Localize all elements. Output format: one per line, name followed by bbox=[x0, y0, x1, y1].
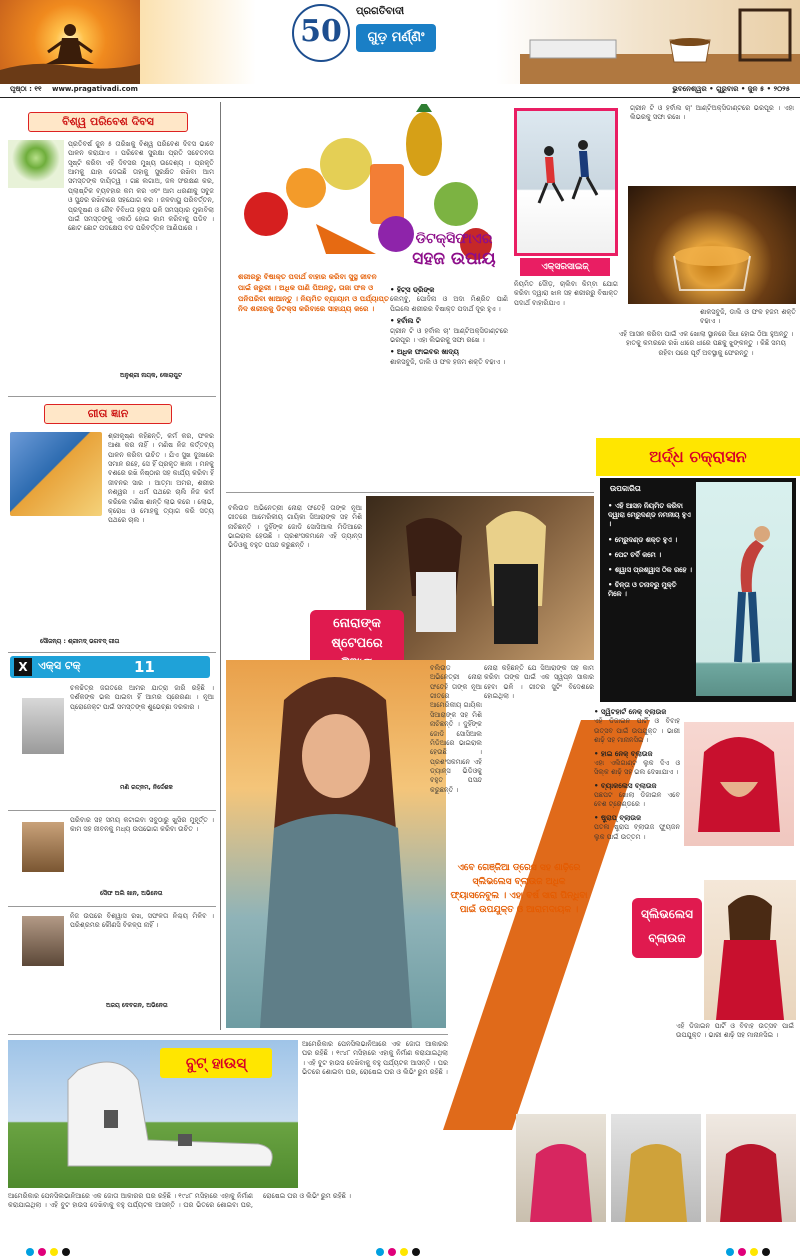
yoga-silhouette-icon bbox=[0, 0, 140, 84]
sleeveless-intro: ଏବେ ଗେଞ୍ଜିଆ ଡ୍ରେସ ସହ ଶାଢ଼ିରେ ସ୍ଲିଭଲେସ ବ୍ଲାଉଜ ଅଧିକ ଫ୍ୟାସନେବୁଲ । ଏହା ବର୍ଷ ସାରା ପିନ୍ଧିବା ପାଇଁ ଉପଯୁକ୍ତ ଓ ଆରାମଦାୟକ । bbox=[450, 863, 588, 915]
environment-day-heading: ବିଶ୍ୱ ପରିବେଶ ଦିବସ bbox=[28, 112, 188, 132]
environment-day-byline: ଅନୁଶ୍ରୀ ନାୟକ, କୋରାପୁଟ bbox=[120, 372, 183, 379]
nora-long-text: ବଲିଉଡ ଅଭିନେତ୍ରୀ ନୋରା ଫତେହି ତାଙ୍କ ନୂଆ ଗୀତରେ ଆମେରିକୀୟ ଗାୟିକା ସିଆରାଙ୍କ ସହ ମିଶି ନାଚିଛନ୍ତି । ଦୁହିଁଙ୍କ ଜୋଡି ସୋସିଆଲ ମିଡିଆରେ ଭାଇରାଲ ହେଉଛି । ପ୍ରଶଂସକମାନେ ଏହି ଡ୍ୟାନ୍ସ ଭିଡିଓକୁ ବହୁତ ପସନ୍ଦ କରୁଛନ୍ତି । bbox=[430, 664, 482, 794]
x-talk-header bbox=[10, 656, 210, 678]
detox-tips bbox=[390, 286, 508, 482]
style-text: ଏହି ଡିଜାଇନ ପାର୍ଟି ଓ ବିବାହ ଉତ୍ସବ ପାଇଁ ଉପଯୁକ୍ତ । ଭାରୀ ଶାଢ଼ି ସହ ମାନାନସିଇ । bbox=[594, 717, 680, 745]
yoga-pose-photo bbox=[696, 482, 792, 696]
detox-intro: ଶରୀରରୁ ବିଷାକ୍ତ ପଦାର୍ଥ ବାହାର କରିବା ସୁସ୍ଥ ଜୀବନ ପାଇଁ ଜରୁରୀ । ଅଧିକ ପାଣି ପିଅନ୍ତୁ, ତାଜା ଫଳ ଓ ପନିପରିବା ଖାଆନ୍ତୁ । ନିୟମିତ ବ୍ୟାୟାମ ଓ ପର୍ଯ୍ୟାପ୍ତ ନିଦ ଶରୀରକୁ ଡିଟକ୍ସ କରିବାରେ ସାହାଯ୍ୟ କରେ । bbox=[238, 272, 389, 314]
style-title: • ଷ୍ଟ୍ରାପ୍ ବ୍ଲାଉଜ bbox=[594, 813, 641, 822]
style-title: • ସ୍ୱିଟହାର୍ଟ ନେକ୍ ବ୍ଲାଉଜ bbox=[594, 708, 667, 716]
desk-coffee-photo bbox=[520, 0, 800, 84]
gita-heading: ଗୀତା ଜ୍ଞାନ bbox=[44, 404, 172, 424]
style-title: • ହାଇ ନେକ୍ ବ୍ଲାଉଜ bbox=[594, 749, 653, 758]
detox-headline bbox=[392, 230, 516, 280]
benefit-item: • ଚିନ୍ତା ଓ ତନାବରୁ ମୁକ୍ତି ମିଳେ । bbox=[608, 581, 677, 599]
page-number: ପୃଷ୍ଠା : ୧୧ bbox=[10, 85, 42, 93]
anniversary-logo bbox=[292, 4, 350, 62]
sleeveless-headline-line1: ସ୍ଲିଭଲେସ bbox=[641, 907, 693, 921]
environment-day-body: ପ୍ରତିବର୍ଷ ଜୁନ ୫ ତାରିଖକୁ ବିଶ୍ୱ ପରିବେଶ ଦିବସ ଭାବେ ପାଳନ କରାଯାଏ । ପରିବେଶ ସୁରକ୍ଷା ପ୍ରତି ସଚେତନତା ସୃଷ୍ଟି କରିବା ଏହି ଦିବସର ମୁଖ୍ୟ ଉଦ୍ଦେଶ୍ୟ । ପ୍ରକୃତି ଆମକୁ ଯାହା ଦେଇଛି ତାହାକୁ ସୁରକ୍ଷିତ ରଖିବା ଆମ ସମସ୍ତଙ୍କ ଦାୟିତ୍ୱ । ଗଛ ଲଗାଅ, ଜଳ ସଂରକ୍ଷଣ କର, ପ୍ଲାଷ୍ଟିକ ବ୍ୟବହାର କମ କର ଏବଂ ଆମ ଧରଣୀକୁ ସବୁଜ ଓ ସୁନ୍ଦର ରଖିବାରେ ସହଯୋଗ କର । ଜଳବାୟୁ ପରିବର୍ତ୍ତନ, ପ୍ରଦୂଷଣ ଓ ଜୈବ ବିବିଧତା ହ୍ରାସ ଭଳି ସମସ୍ୟାର ମୁକାବିଲା ପାଇଁ ସମସ୍ତଙ୍କୁ ଏକାଠି ହୋଇ କାମ କରିବାକୁ ପଡିବ । ଛୋଟ ଛୋଟ ପଦକ୍ଷେପ ବଡ ପରିବର୍ତ୍ତନ ଆଣିପାରେ । bbox=[68, 140, 214, 233]
red-blouse-photo bbox=[684, 722, 794, 846]
runner-photo bbox=[514, 108, 618, 256]
ardha-chakrasana-heading: ଅର୍ଦ୍ଧ ଚକ୍ରାସନ bbox=[649, 447, 747, 466]
x-post-3 bbox=[10, 912, 214, 1020]
blouse-extra-text: ଏହି ଡିଜାଇନ ପାର୍ଟି ଓ ବିବାହ ଉତ୍ସବ ପାଇଁ ଉପଯୁକ୍ତ । ଭାରୀ ଶାଢ଼ି ସହ ମାନାନସିଇ । bbox=[676, 1022, 794, 1040]
benefits-list bbox=[608, 502, 692, 599]
sleeveless-headline-line2: ବ୍ଲାଉଜ bbox=[648, 931, 686, 945]
x-post-1 bbox=[10, 684, 214, 804]
tip3-title: • ଅଧିକ ଫାଇବର ଖାଦ୍ୟ bbox=[390, 348, 459, 357]
ardha-chakrasana-panel bbox=[600, 478, 796, 702]
gita-body: ଶ୍ରୀକୃଷ୍ଣ କହିଛନ୍ତି, କର୍ମ କର, ଫଳର ଆଶା କର ନାହିଁ । ମଣିଷ ନିଜ କର୍ତ୍ତବ୍ୟ ପାଳନ କରିବା ଉଚିତ । ଯିଏ ସୁଖ ଦୁଃଖରେ ସମାନ ରହେ, ସେ ହିଁ ପ୍ରକୃତ ଜ୍ଞାନୀ । ମନକୁ ବଶରେ ରଖି ନିଷ୍ଠାର ସହ କାର୍ଯ୍ୟ କରିବା ହିଁ ଜୀବନର ସାର । ଆତ୍ମା ଅମର, ଶରୀର ନଶ୍ୱର । ଧର୍ମ ପଥରେ ଚାଲି ନିଜ କର୍ମ କରିଲେ ମଣିଷ ଶାନ୍ତି ଲାଭ କରେ । ଲୋଭ, କ୍ରୋଧ ଓ ମୋହକୁ ତ୍ୟାଗ କରି ସତ୍ୟ ପଥରେ ଚାଲ । bbox=[108, 432, 214, 525]
tip2-text: ଗ୍ରୀନ ଟି ଓ ହର୍ବାଲ ଚା' ଆଣ୍ଟିଅକ୍ସିଡାଣ୍ଟରେ ଭରପୂର । ଏହା ଲିଭରକୁ ସଫା ରଖେ । bbox=[390, 326, 508, 344]
detox-headline-line1: ଡିଟକ୍ସିଫାଏର bbox=[415, 231, 493, 247]
model-green-saree-photo bbox=[704, 880, 796, 1020]
detox-headline-line2: ସହଜ ଉପାୟ bbox=[412, 249, 496, 269]
shoe-house-body-bottom: ଆମେରିକାର ପେନସିଲଭାନିଆରେ ଏକ ଜୋତା ଆକାରର ଘର ରହିଛି । ୧୯୪୮ ମସିହାରେ ଏହାକୁ ନିର୍ମାଣ କରାଯାଇଥିଲା । ଏହି ବୁଟ ହାଉସ ଦେଖିବାକୁ ବହୁ ପର୍ଯ୍ୟଟକ ଆସନ୍ତି । ଘର ଭିତରେ ଶୋଇବା ଘର, ରୋଷେଇ ଘର ଓ ଲିଭିଂ ରୁମ ରହିଛି । bbox=[8, 1192, 351, 1210]
ardha-chakrasana-heading-band bbox=[596, 438, 800, 476]
gallery-photo bbox=[516, 1114, 606, 1222]
x-post-text: ଚଳଚ୍ଚିତ୍ର ଜଗତରେ ଆମର ଯାତ୍ରା ଜାରି ରହିଛି । ଦର୍ଶକଙ୍କ ଭଲ ପାଇବା ହିଁ ଆମର ପ୍ରେରଣା । ନୂଆ ପ୍ରୋଜେକ୍ଟ ପାଇଁ ସମସ୍ତଙ୍କ ଶୁଭେଚ୍ଛା ଦରକାର । bbox=[70, 684, 214, 711]
nora-headline-line1: ନୋରାଙ୍କ bbox=[333, 616, 381, 631]
gallery-photo bbox=[706, 1114, 796, 1222]
shoe-house-heading: ବୁଟ୍ ହାଉସ୍ bbox=[160, 1048, 272, 1078]
masthead bbox=[0, 0, 800, 84]
avatar bbox=[22, 916, 64, 966]
ardha-chakrasana-intro: ଏହି ଆସନ କରିବା ପାଇଁ ଏକ ଖୋଲା ସ୍ଥାନରେ ସିଧା ହୋଇ ଠିଆ ହୁଅନ୍ତୁ । ହାତକୁ କମରରେ ରଖି ଧୀରେ ଧୀରେ ପଛକୁ ଝୁଙ୍କନ୍ତୁ । କିଛି ସମୟ ରହିବା ପରେ ପୂର୍ବ ଅବସ୍ଥାକୁ ଫେରନ୍ତୁ । bbox=[618, 330, 794, 357]
x-post-author: ମଣି ରତ୍ନମ, ନିର୍ଦ୍ଦେଶକ bbox=[120, 784, 173, 791]
sleeveless-headline bbox=[632, 898, 702, 958]
tip1-text: ଲେମ୍ବୁ, ପୋଦିନା ଓ ଅଦା ମିଶ୍ରିତ ପାଣି ପିଇଲେ ଶରୀରର ବିଷାକ୍ତ ପଦାର୍ଥ ଦୂର ହୁଏ । bbox=[390, 295, 508, 313]
nora-intro-text: ବଲିଉଡ ଅଭିନେତ୍ରୀ ନୋରା ଫତେହି ତାଙ୍କ ନୂଆ ଗୀତରେ ଆମେରିକୀୟ ଗାୟିକା ସିଆରାଙ୍କ ସହ ମିଶି ନାଚିଛନ୍ତି । ଦୁହିଁଙ୍କ ଜୋଡି ସୋସିଆଲ ମିଡିଆରେ ଭାଇରାଲ ହେଉଛି । ପ୍ରଶଂସକମାନେ ଏହି ଡ୍ୟାନ୍ସ ଭିଡିଓକୁ ବହୁତ ପସନ୍ଦ କରୁଛନ୍ତି । bbox=[228, 504, 362, 550]
benefits-label: ଉପକାରିତା bbox=[610, 484, 641, 493]
section-title: ଗୁଡ଼ ମର୍ଣ୍ଣିଂ bbox=[356, 24, 436, 52]
blouse-styles bbox=[594, 708, 680, 1018]
yoga-sunrise-photo bbox=[0, 0, 140, 84]
nora-text-right: ନୋରା କହିଛନ୍ତି ଯେ ସିଆରାଙ୍କ ସହ କାମ କରିବା ତାଙ୍କ ପାଇଁ ଏକ ସ୍ୱପ୍ନ ସାକାର ହେବା ଭଳି । ଗୀତର ସୁଟିଂ ବିଦେଶରେ ହୋଇଥିଲା । bbox=[484, 664, 594, 701]
exercise-title: ଏକ୍ସରସାଇଜ୍ bbox=[520, 258, 610, 276]
style-text: ଏହା ଏଲିଗାଣ୍ଟ ଲୁକ ଦିଏ ଓ ସିଲ୍କ ଶାଢ଼ି ସହ ଭଲ ଦେଖାଯାଏ । bbox=[594, 758, 680, 777]
top-right-text: ଗ୍ରୀନ ଟି ଓ ହର୍ବାଲ ଚା' ଆଣ୍ଟିଅକ୍ସିଡାଣ୍ଟରେ ଭରପୂର । ଏହା ଲିଭରକୁ ସଫା ରଖେ । bbox=[630, 104, 794, 122]
x-talk-number: 11 bbox=[134, 658, 155, 676]
footer-register-marks bbox=[0, 1244, 800, 1260]
nora-headline-line2: ଷ୍ଟେପରେ bbox=[331, 636, 383, 651]
style-text: ପଛପଟ ଖୋଲା ଡିଜାଇନ ଏବେ ବେଶ ଟ୍ରେଣ୍ଡରେ । bbox=[594, 791, 680, 809]
anniversary-number: 50 bbox=[300, 14, 342, 49]
herbal-tea-photo bbox=[628, 186, 796, 304]
x-talk-title: ଏକ୍ସ ଟକ୍ bbox=[38, 659, 81, 672]
x-logo-icon: X bbox=[14, 658, 32, 676]
tip3-text: ଶାକସବୁଜି, ଡାଲି ଓ ଫଳ ହଜମ ଶକ୍ତି ବଢାଏ । bbox=[390, 357, 506, 366]
benefit-item: • ଏହି ଆସନ ନିୟମିତ କରିବା ଦ୍ୱାରା ମେରୁଦଣ୍ଡ ନମନୀୟ ହୁଏ । bbox=[608, 502, 691, 529]
x-post-text: ପରିବାର ସହ ସମୟ କଟାଇବା ସବୁଠାରୁ ଖୁସିର ମୁହୂର୍ତ୍ତ । କାମ ସହ ଜୀବନକୁ ମଧ୍ୟ ଉପଭୋଗ କରିବା ଉଚିତ । bbox=[70, 816, 214, 834]
benefit-item: • ପେଟ ଚର୍ବି କମେ । bbox=[608, 550, 662, 559]
tip2-title: • ହର୍ବାଲ ଟି bbox=[390, 317, 421, 326]
gita-byline: ସୌଜନ୍ୟ : ଶ୍ରୀମଦ୍ ଭଗବଦ୍ ଗୀତା bbox=[40, 638, 120, 645]
x-post-author: ସୈଫ ଅଲି ଖାନ, ଅଭିନେତା bbox=[100, 890, 163, 897]
exercise-text: ନିୟମିତ ଦୌଡ଼, ଚାଲିବା କିମ୍ବା ଯୋଗ କରିବା ଦ୍ୱାରା ଝାଳ ସହ ଶରୀରରୁ ବିଷାକ୍ତ ପଦାର୍ଥ ବାହାରିଯାଏ । bbox=[514, 280, 618, 307]
avatar bbox=[22, 698, 64, 754]
style-title: • ବ୍ୟାକଲେସ ବ୍ଲାଉଜ bbox=[594, 781, 657, 790]
dateline-bar bbox=[0, 84, 800, 98]
avatar bbox=[22, 822, 64, 872]
x-post-text: ନିଜ ଉପରେ ବିଶ୍ୱାସ ରଖ, ସଫଳତା ନିଶ୍ଚୟ ମିଳିବ । ପରିଶ୍ରମର କୌଣସି ବିକଳ୍ପ ନାହିଁ । bbox=[70, 912, 214, 930]
nora-portrait-photo bbox=[226, 660, 446, 1028]
krishna-arjuna-illustration bbox=[10, 432, 102, 516]
website-link[interactable]: www.pragativadi.com bbox=[52, 85, 138, 93]
gallery-photo bbox=[611, 1114, 701, 1222]
tip1-title: • ହିଟ୍ସ ଡ୍ରିଙ୍କ bbox=[390, 286, 435, 294]
x-post-author: ଅଜୟ ଦେବଗନ, ଅଭିନେତା bbox=[106, 1002, 168, 1009]
style-text: ପତଳା ଷ୍ଟ୍ରାପ ବ୍ଲାଉଜ ଫ୍ୟୁଜନ ଲୁକ ପାଇଁ ଉତ୍ତମ । bbox=[594, 823, 680, 841]
tea-text: ଶାକସବୁଜି, ଡାଲି ଓ ଫଳ ହଜମ ଶକ୍ତି ବଢାଏ । bbox=[700, 308, 796, 326]
shoe-house-body: ଆମେରିକାର ପେନସିଲଭାନିଆରେ ଏକ ଜୋତା ଆକାରର ଘର ରହିଛି । ୧୯୪୮ ମସିହାରେ ଏହାକୁ ନିର୍ମାଣ କରାଯାଇଥିଲା । ଏହି ବୁଟ ହାଉସ ଦେଖିବାକୁ ବହୁ ପର୍ଯ୍ୟଟକ ଆସନ୍ତି । ଘର ଭିତରେ ଶୋଇବା ଘର, ରୋଷେଇ ଘର ଓ ଲିଭିଂ ରୁମ ରହିଛି । bbox=[302, 1040, 448, 1077]
x-post-2 bbox=[10, 816, 214, 904]
dateline: ଭୁବନେଶ୍ୱର • ଗୁରୁବାର • ଜୁନ ୫ • ୨୦୨୫ bbox=[672, 85, 790, 93]
benefit-item: • ମେରୁଦଣ୍ଡ ଶକ୍ତ ହୁଏ । bbox=[608, 535, 678, 544]
brand-name: ପ୍ରଗତିବାଦୀ bbox=[356, 6, 405, 17]
benefit-item: • ଶ୍ୱାସ ପ୍ରଶ୍ୱାସ ଠିକ ରହେ । bbox=[608, 565, 692, 574]
blouse-gallery bbox=[516, 1114, 796, 1222]
